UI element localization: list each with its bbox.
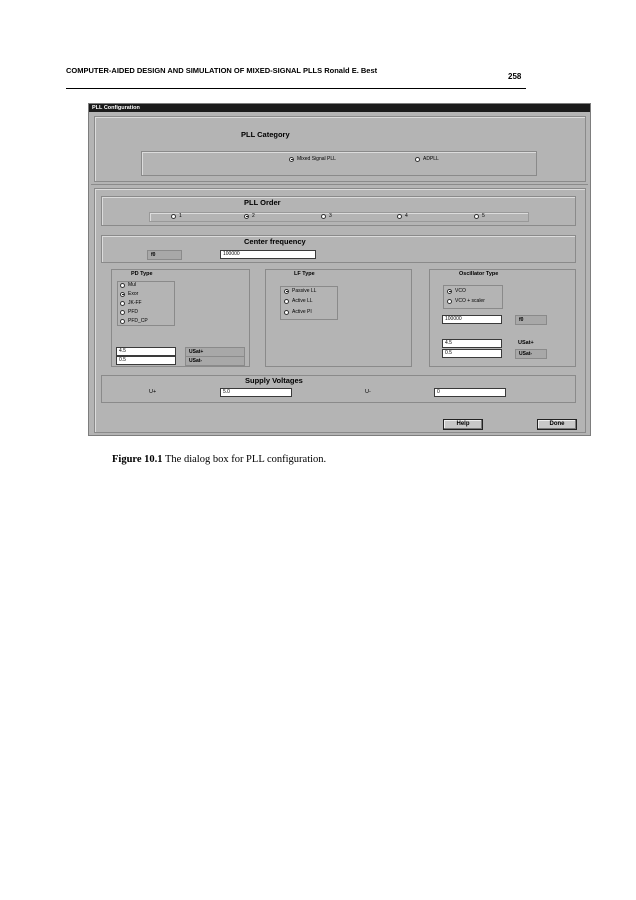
pll-category-title: PLL Category bbox=[241, 130, 290, 139]
radio-unselected-icon bbox=[171, 214, 176, 219]
pd-usat-plus-input[interactable]: 4.5 bbox=[116, 347, 176, 356]
pd-type-title: PD Type bbox=[131, 271, 153, 277]
osc-f0-label: f0 bbox=[515, 315, 547, 325]
figure-caption bbox=[112, 454, 326, 465]
u-plus-input[interactable]: 5.0 bbox=[220, 388, 292, 397]
center-frequency-title: Center frequency bbox=[244, 237, 306, 246]
pll-order-title: PLL Order bbox=[244, 198, 281, 207]
radio-label: VCO bbox=[455, 288, 466, 294]
osc-usat-minus-input[interactable]: 0.5 bbox=[442, 349, 502, 358]
oscillator-type-title: Oscillator Type bbox=[459, 271, 499, 277]
figure-label: Figure 10.1 bbox=[112, 454, 163, 465]
radio-label: Exor bbox=[128, 291, 139, 297]
radio-label: 3 bbox=[329, 213, 332, 219]
separator bbox=[91, 184, 588, 185]
pd-usat-minus-input[interactable]: 0.5 bbox=[116, 356, 176, 365]
pll-category-options-frame bbox=[141, 151, 537, 176]
pll-configuration-dialog bbox=[88, 103, 591, 436]
radio-order-2[interactable] bbox=[244, 213, 255, 219]
center-frequency-input[interactable]: 100000 bbox=[220, 250, 316, 259]
radio-adpll[interactable] bbox=[415, 156, 439, 162]
radio-label: 4 bbox=[405, 213, 408, 219]
radio-label: 5 bbox=[482, 213, 485, 219]
radio-label: Active LL bbox=[292, 298, 313, 304]
done-button[interactable]: Done bbox=[537, 419, 577, 430]
radio-pd-exor[interactable] bbox=[120, 291, 138, 297]
radio-label: JK-FF bbox=[128, 300, 142, 306]
radio-lf-active-pi[interactable] bbox=[284, 309, 312, 315]
radio-unselected-icon bbox=[474, 214, 479, 219]
figure-caption-text: The dialog box for PLL configuration. bbox=[162, 454, 327, 465]
radio-order-1[interactable] bbox=[171, 213, 182, 219]
radio-lf-passive-ll[interactable] bbox=[284, 288, 316, 294]
radio-order-4[interactable] bbox=[397, 213, 408, 219]
running-header: COMPUTER-AIDED DESIGN AND SIMULATION OF MIXED-SIGNAL PLLS Ronald E. Best bbox=[66, 66, 378, 75]
radio-unselected-icon bbox=[120, 319, 125, 324]
dialog-titlebar: PLL Configuration bbox=[89, 104, 590, 112]
radio-order-5[interactable] bbox=[474, 213, 485, 219]
radio-label: VCO + scaler bbox=[455, 298, 485, 304]
radio-selected-icon bbox=[289, 157, 294, 162]
radio-label: Mul bbox=[128, 282, 137, 288]
osc-usat-plus-input[interactable]: 4.5 bbox=[442, 339, 502, 348]
pd-usat-minus-label: USat- bbox=[185, 356, 245, 366]
radio-unselected-icon bbox=[321, 214, 326, 219]
radio-order-3[interactable] bbox=[321, 213, 332, 219]
radio-unselected-icon bbox=[397, 214, 402, 219]
u-plus-label: U+ bbox=[149, 389, 157, 395]
radio-label: ADPLL bbox=[423, 156, 439, 162]
radio-osc-vco[interactable] bbox=[447, 288, 466, 294]
osc-usat-plus-label: USat+ bbox=[518, 340, 534, 346]
radio-mixed-signal-pll[interactable] bbox=[289, 156, 336, 162]
radio-unselected-icon bbox=[415, 157, 420, 162]
osc-usat-minus-label: USat- bbox=[515, 349, 547, 359]
radio-label: Active PI bbox=[292, 309, 312, 315]
radio-unselected-icon bbox=[120, 310, 125, 315]
radio-selected-icon bbox=[244, 214, 249, 219]
radio-selected-icon bbox=[284, 289, 289, 294]
u-minus-input[interactable]: 0 bbox=[434, 388, 506, 397]
radio-label: 1 bbox=[179, 213, 182, 219]
radio-unselected-icon bbox=[120, 283, 125, 288]
radio-pd-pfd[interactable] bbox=[120, 309, 138, 315]
radio-unselected-icon bbox=[284, 310, 289, 315]
radio-pd-mul[interactable] bbox=[120, 282, 136, 288]
radio-label: PFD_CP bbox=[128, 318, 148, 324]
radio-pd-pfd-cp[interactable] bbox=[120, 318, 148, 324]
radio-unselected-icon bbox=[284, 299, 289, 304]
lf-type-title: LF Type bbox=[294, 271, 315, 277]
page-number: 258 bbox=[508, 72, 522, 81]
radio-selected-icon bbox=[120, 292, 125, 297]
supply-voltages-title: Supply Voltages bbox=[245, 376, 303, 385]
radio-label: Mixed Signal PLL bbox=[297, 156, 336, 162]
u-minus-label: U- bbox=[365, 389, 371, 395]
pll-order-options-frame bbox=[149, 212, 529, 222]
radio-unselected-icon bbox=[120, 301, 125, 306]
radio-label: PFD bbox=[128, 309, 138, 315]
help-button[interactable]: Help bbox=[443, 419, 483, 430]
header-rule bbox=[66, 88, 526, 89]
center-frequency-label: f0 bbox=[147, 250, 182, 260]
radio-lf-active-ll[interactable] bbox=[284, 298, 313, 304]
radio-selected-icon bbox=[447, 289, 452, 294]
radio-unselected-icon bbox=[447, 299, 452, 304]
radio-pd-jkff[interactable] bbox=[120, 300, 142, 306]
osc-f0-input[interactable]: 100000 bbox=[442, 315, 502, 324]
radio-osc-vco-scaler[interactable] bbox=[447, 298, 485, 304]
pd-usat-plus-label: USat+ bbox=[185, 347, 245, 357]
radio-label: 2 bbox=[252, 213, 255, 219]
radio-label: Passive LL bbox=[292, 288, 317, 294]
